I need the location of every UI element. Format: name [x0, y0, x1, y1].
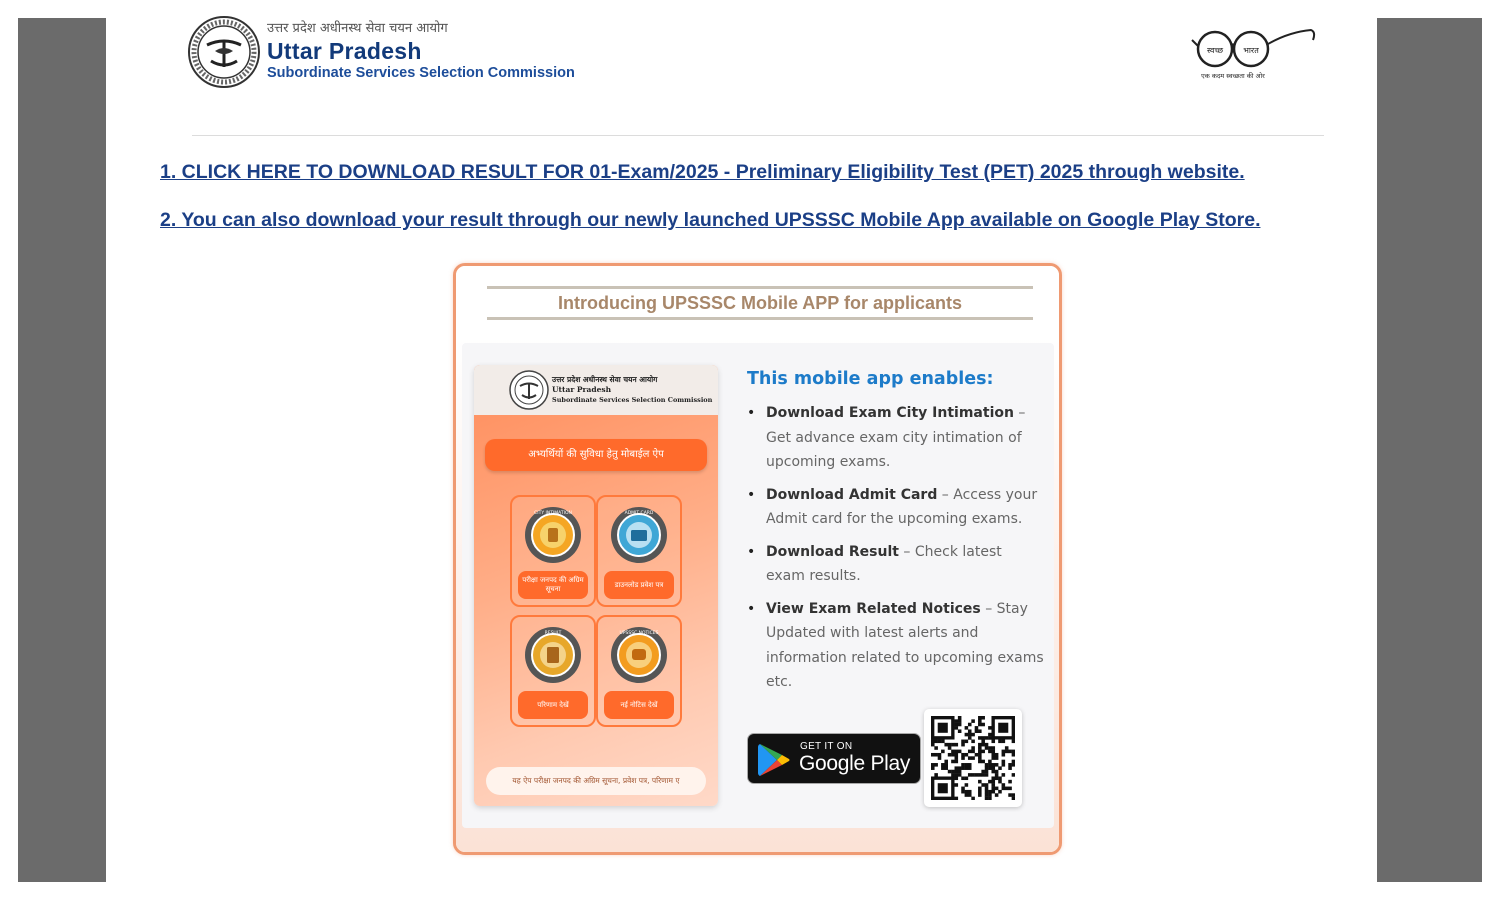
city-intimation-icon [523, 505, 583, 565]
tile-4-label: नई नोटिस देखें [604, 691, 674, 719]
google-play-big-text: Google Play [799, 752, 911, 775]
left-gray-bar [18, 18, 106, 882]
swachh-left-text: स्वच्छ [1206, 46, 1224, 55]
app-tile-admit-card [596, 495, 682, 607]
google-play-small-text: GET IT ON [800, 741, 853, 752]
promo-heading-text: Introducing UPSSSC Mobile APP for applicants [557, 293, 963, 313]
qr-code-icon [931, 716, 1015, 800]
swachh-right-text: भारत [1243, 46, 1259, 55]
app-header-text [552, 375, 712, 405]
tile-4-ring-text: UPSSSC NOTICES [619, 631, 659, 636]
feature-item: • Download Admit Card – Access your Admit card for the upcoming exams. [747, 486, 1038, 527]
download-result-website-link[interactable]: 1. CLICK HERE TO DOWNLOAD RESULT FOR 01-Exam/2025 - Preliminary Eligibility Test (PET) 2025 through website. [160, 161, 1245, 183]
app-header-hindi: उत्तर प्रदेश अधीनस्थ सेवा चयन आयोग [552, 375, 658, 384]
app-tile-notices [596, 615, 682, 727]
feature-4-text: – Stay Updated with latest alerts and information related to upcoming exams etc. [766, 600, 1044, 690]
tile-2-label: डाउनलोड प्रवेश पत्र [604, 571, 674, 599]
tile-2-ring-text: ADMIT CARD [624, 511, 654, 516]
qr-code-card [924, 709, 1022, 807]
feature-3-text: – Check latest exam results. [766, 543, 1002, 584]
feature-1-title: Download Exam City Intimation [766, 405, 1014, 421]
google-play-badge[interactable] [747, 733, 921, 784]
feature-1-text: – Get advance exam city intimation of upcoming exams. [766, 405, 1026, 470]
promo-inner-panel [462, 343, 1054, 828]
result-icon [523, 625, 583, 685]
promo-heading [487, 286, 1033, 320]
app-header-title: Uttar Pradesh [552, 385, 612, 394]
mobile-app-promo-card[interactable] [453, 263, 1062, 855]
right-gray-bar [1377, 18, 1482, 882]
tile-1-label: परीक्षा जनपद की अग्रिम सूचना [518, 571, 588, 599]
header-hindi: उत्तर प्रदेश अधीनस्थ सेवा चयन आयोग [267, 21, 448, 36]
page-content [106, 0, 1377, 900]
app-tile-city-intimation [510, 495, 596, 607]
header-text [267, 20, 575, 82]
swachh-bharat-logo-icon [1189, 20, 1319, 82]
admit-card-icon [609, 505, 669, 565]
swachh-tagline: एक कदम स्वच्छता की ओर [1201, 72, 1265, 80]
features-title: This mobile app enables: [747, 369, 994, 389]
tile-3-ring-text: RESULT [544, 631, 562, 636]
feature-2-text: – Access your Admit card for the upcoming exams. [766, 486, 1038, 527]
feature-2-title: Download Admit Card [766, 486, 938, 503]
app-emblem-icon [508, 369, 550, 411]
header-subtitle: Subordinate Services Selection Commission [267, 65, 575, 81]
features-section [747, 369, 1047, 703]
google-play-icon [758, 743, 790, 777]
feature-item: • Download Result – Check latest exam results. [747, 543, 1002, 584]
app-footer-text: यह ऐप परीक्षा जनपद की अग्रिम सूचना, प्रवेश पत्र, परिणाम ए [486, 767, 706, 795]
header-title: Uttar Pradesh [267, 38, 422, 64]
feature-item: • View Exam Related Notices – Stay Updated with latest alerts and information related to upcoming exams etc. [747, 600, 1044, 690]
header-divider [192, 135, 1324, 136]
app-tile-result [510, 615, 596, 727]
feature-item: • Download Exam City Intimation – Get advance exam city intimation of upcoming exams. [747, 405, 1026, 470]
download-result-app-link[interactable]: 2. You can also download your result through our newly launched UPSSSC Mobile App available on Google Play Store. [160, 209, 1261, 231]
app-banner: अभ्यर्थियों की सुविधा हेतु मोबाईल ऐप [485, 439, 707, 471]
feature-4-title: View Exam Related Notices [766, 600, 981, 617]
tile-1-ring-text: CITY INTIMATION [534, 511, 572, 516]
upsssc-emblem-icon [187, 15, 261, 89]
app-screenshot [474, 365, 718, 806]
tile-3-label: परिणाम देखें [518, 691, 588, 719]
notices-icon [609, 625, 669, 685]
feature-3-title: Download Result [766, 543, 899, 560]
app-header-subtitle: Subordinate Services Selection Commission [552, 396, 713, 404]
